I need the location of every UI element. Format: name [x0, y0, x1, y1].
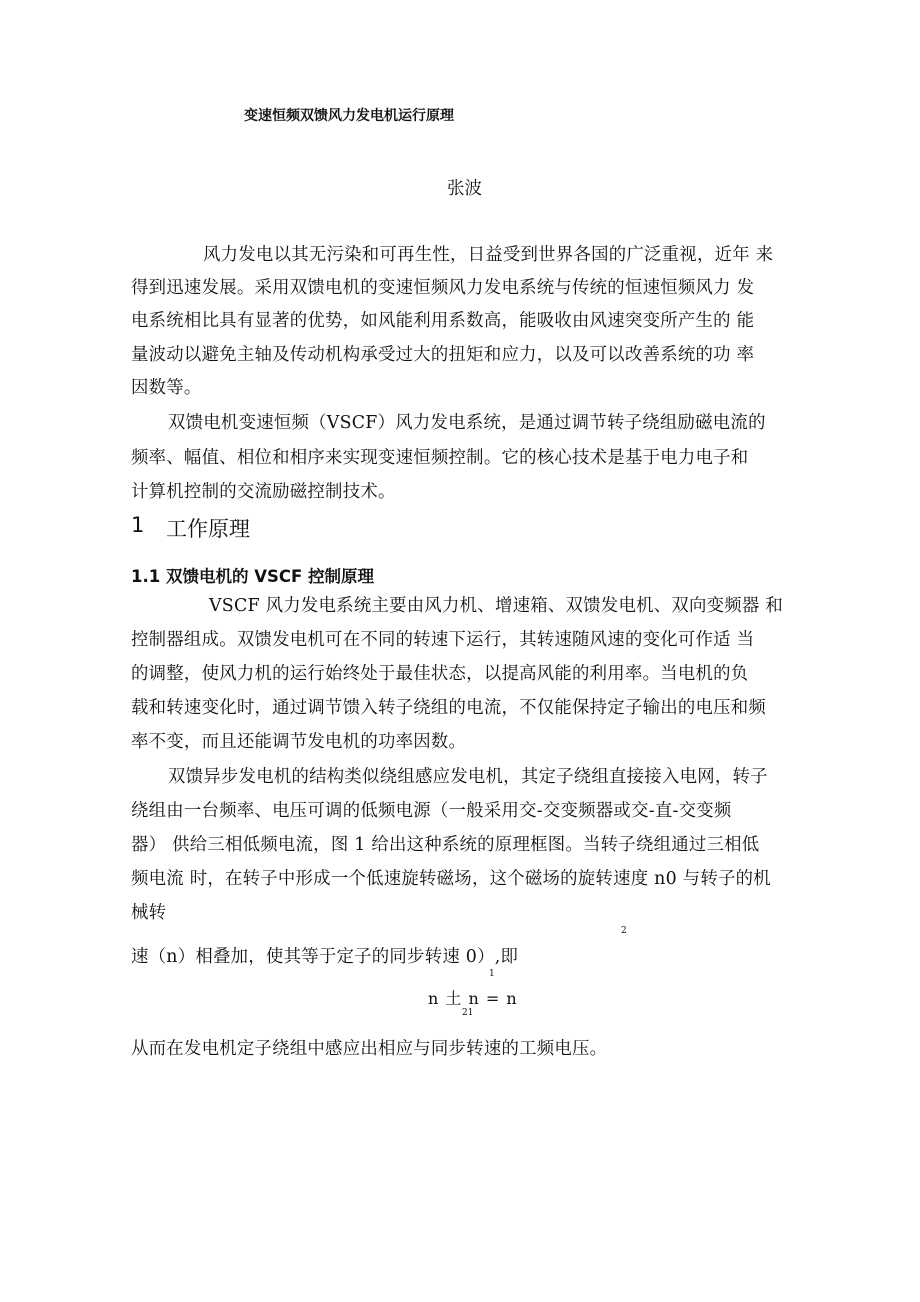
s11-line-before-formula: 速（n）相叠加，使其等于定子的同步转速 0）,即: [131, 947, 519, 967]
s11-p1-line-4: 载和转速变化时，通过调节馈入转子绕组的电流，不仅能保持定子输出的电压和频: [131, 698, 767, 718]
author-name: 张波: [447, 179, 482, 199]
intro-p2-line-1: 双馈电机变速恒频（VSCF）风力发电系统，是通过调节转子绕组励磁电流的: [168, 413, 766, 433]
s11-p1-line-5: 率不变，而且还能调节发电机的功率因数。: [131, 732, 467, 752]
s11-p2-line-2: 绕组由一台频率、电压可调的低频电源（一般采用交-交变频器或交-直-交变频: [131, 801, 732, 821]
s11-p1-line-2: 控制器组成。双馈发电机可在不同的转速下运行，其转速随风速的变化可作适 当: [131, 630, 755, 650]
intro-p1-line-2: 得到迅速发展。采用双馈电机的变速恒频风力发电系统与传统的恒速恒频风力 发: [131, 278, 755, 298]
superscript-mark-2: 2: [621, 926, 627, 936]
section-1-title: 工作原理: [166, 517, 250, 541]
speed-formula: n 土 n = n: [428, 989, 518, 1008]
section-1-number: 1: [131, 513, 145, 537]
intro-p2-line-2: 频率、幅值、相位和相序来实现变速恒频控制。它的核心技术是基于电力电子和: [131, 448, 749, 468]
intro-p2-line-3: 计算机控制的交流励磁控制技术。: [131, 482, 396, 502]
superscript-mark-1: 1: [489, 969, 495, 979]
s11-p1-line-3: 的调整，使风力机的运行始终处于最佳状态，以提高风能的利用率。当电机的负: [131, 664, 749, 684]
intro-p1-line-5: 因数等。: [131, 378, 202, 398]
intro-p1-line-1: 风力发电以其无污染和可再生性，日益受到世界各国的广泛重视，近年 来: [203, 245, 774, 265]
s11-p1-line-1: VSCF 风力发电系统主要由风力机、增速箱、双馈发电机、双向变频器 和: [209, 596, 783, 616]
s11-conclusion: 从而在发电机定子绕组中感应出相应与同步转速的工频电压。: [131, 1039, 608, 1059]
document-title: 变速恒频双馈风力发电机运行原理: [244, 108, 454, 124]
s11-p2-line-4: 频电流 时，在转子中形成一个低速旋转磁场，这个磁场的旋转速度 n0 与转子的机: [131, 869, 771, 889]
formula-subscript: 21: [462, 1008, 474, 1018]
intro-p1-line-3: 电系统相比具有显著的优势，如风能利用系数高，能吸收由风速突变所产生的 能: [131, 311, 755, 331]
s11-p2-line-1: 双馈异步发电机的结构类似绕组感应发电机，其定子绕组直接接入电网，转子: [168, 767, 768, 787]
intro-p1-line-4: 量波动以避免主轴及传动机构承受过大的扭矩和应力，以及可以改善系统的功 率: [131, 345, 755, 365]
s11-p2-line-3: 器） 供给三相低频电流，图 1 给出这种系统的原理框图。当转子绕组通过三相低: [131, 835, 760, 855]
s11-p2-line-5: 械转: [131, 903, 167, 923]
section-1-1-heading: 1.1 双馈电机的 VSCF 控制原理: [131, 567, 374, 586]
